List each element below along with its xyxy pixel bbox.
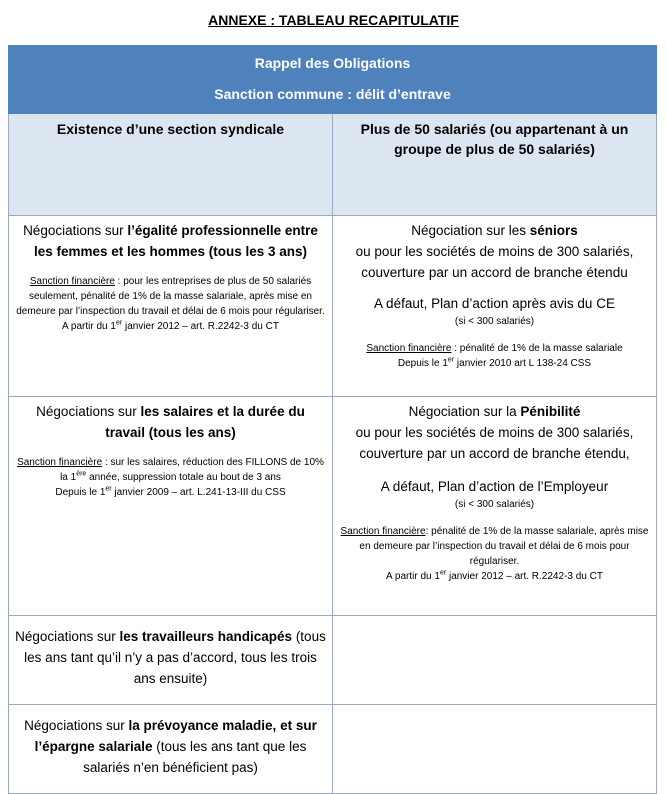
- column-header-left: Existence d’une section syndicale: [9, 114, 333, 216]
- summary-table: [8, 45, 657, 794]
- default-text: A défaut, Plan d’action après avis du CE: [374, 296, 615, 311]
- table-row: [9, 397, 657, 616]
- header-sanction: Sanction commune : délit d’entrave: [214, 86, 451, 102]
- default-note: (si < 300 salariés): [454, 499, 535, 510]
- negotiation-text: Négociations sur les salaires et la durée du travail (tous les ans): [36, 404, 305, 440]
- condition-line: ou pour les sociétés de moins de 300 salariés,: [355, 244, 634, 259]
- header-title: Rappel des Obligations: [254, 55, 411, 71]
- negotiation-text: Négociations sur la prévoyance maladie, et sur l’épargne salariale (tous les ans tant que les salariés n’en bénéficient pas): [24, 718, 317, 775]
- header-cell: [9, 46, 657, 114]
- table-row: [9, 216, 657, 397]
- cell-salaires: [9, 397, 333, 616]
- sanction-text: Sanction financière : sur les salaires, réduction des FILLONS de 10% la 1ère année, suppression totale au bout de 3 ans: [17, 457, 324, 483]
- document-title: ANNEXE : TABLEAU RECAPITULATIF: [208, 12, 459, 28]
- negotiation-text: Négociation sur les séniors: [411, 223, 578, 238]
- legal-reference: Depuis le 1er janvier 2010 art L 138-24 CSS: [397, 356, 592, 369]
- cell-handicapes: [9, 616, 333, 705]
- sanction-text: Sanction financière: pénalité de 1% de la masse salariale, après mise en demeure par l’inspection du travail et délai de 6 mois pour régulariser.: [340, 526, 649, 567]
- sanction-text: Sanction financière : pénalité de 1% de la masse salariale: [366, 343, 623, 354]
- default-note: (si < 300 salariés): [454, 316, 535, 327]
- legal-reference: Depuis le 1er janvier 2009 – art. L.241-13-III du CSS: [55, 485, 286, 498]
- column-header-right: Plus de 50 salariés (ou appartenant à un groupe de plus de 50 salariés): [333, 114, 657, 216]
- column-headers-row: [9, 114, 657, 216]
- legal-reference: A partir du 1er janvier 2012 – art. R.2242-3 du CT: [62, 319, 279, 332]
- negotiation-text: Négociations sur les travailleurs handicapés (tous les ans tant qu’il n’y a pas d’accord, tous les trois ans ensuite): [15, 629, 326, 686]
- sanction-text: Sanction financière : pour les entreprises de plus de 50 salariés seulement, pénalité de 1% de la masse salariale, après mise en demeure par l’inspection du travail et délai de 6 mois pour régulariser.: [16, 276, 325, 317]
- cell-penibilite: [333, 397, 657, 616]
- default-text: A défaut, Plan d’action de l’Employeur: [380, 479, 609, 494]
- table-row: [9, 705, 657, 794]
- cell-prevoyance: [9, 705, 333, 794]
- condition-line: ou pour les sociétés de moins de 300 salariés,: [355, 425, 634, 440]
- table-row: [9, 616, 657, 705]
- empty-cell: [333, 705, 657, 794]
- negotiation-text: Négociations sur l’égalité professionnelle entre les femmes et les hommes (tous les 3 ans): [23, 223, 318, 259]
- cell-egalite: [9, 216, 333, 397]
- condition-line: couverture par un accord de branche étendu,: [359, 446, 630, 461]
- table-header-row: [9, 46, 657, 114]
- legal-reference: A partir du 1er janvier 2012 – art. R.2242-3 du CT: [386, 569, 603, 582]
- negotiation-text: Négociation sur la Pénibilité: [408, 404, 581, 419]
- condition-line: couverture par un accord de branche étendu: [361, 265, 628, 280]
- cell-seniors: [333, 216, 657, 397]
- empty-cell: [333, 616, 657, 705]
